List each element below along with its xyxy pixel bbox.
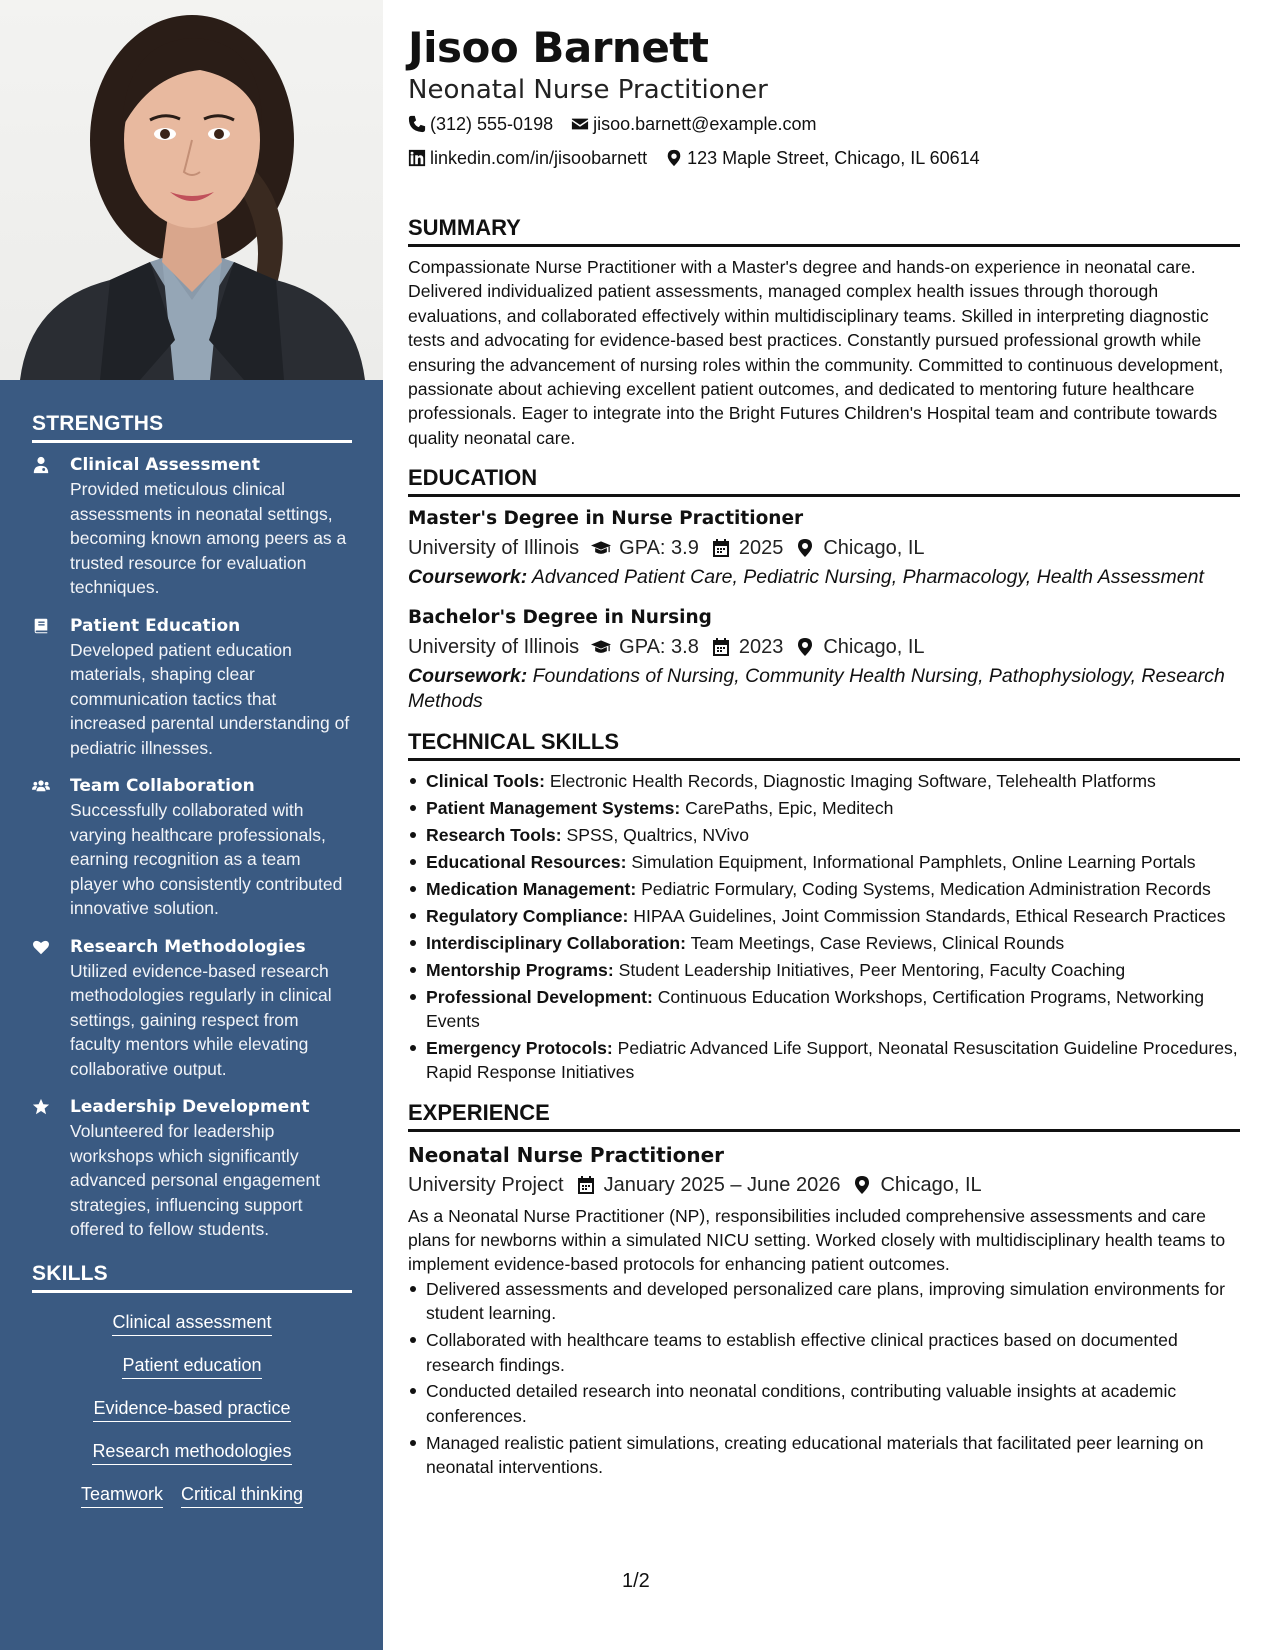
strength-title: Research Methodologies: [70, 936, 306, 957]
list-item: [408, 796, 1240, 820]
organization-name: University Project: [408, 1173, 564, 1196]
linkedin-contact[interactable]: [408, 142, 647, 174]
phone-text: (312) 555-0198: [430, 114, 554, 134]
skill-value: Pediatric Formulary, Coding Systems, Medication Administration Records: [641, 878, 1211, 899]
skill-tag: Critical thinking: [181, 1483, 303, 1508]
coursework-label: Coursework:: [408, 665, 528, 688]
coursework-label: Coursework:: [408, 566, 528, 589]
sidebar-content: [32, 412, 352, 1508]
list-item: [408, 904, 1240, 928]
degree-title: Bachelor's Degree in Nursing: [408, 607, 712, 629]
coursework: [408, 664, 1240, 714]
skills-heading: SKILLS: [32, 1262, 352, 1293]
coursework: [408, 565, 1240, 590]
dates-text: January 2025 – June 2026: [603, 1173, 841, 1196]
skill-tag: Research methodologies: [92, 1440, 291, 1465]
location-item: [795, 533, 924, 563]
contact-row: [408, 142, 1240, 174]
skill-tag: Patient education: [122, 1354, 261, 1379]
phone-icon: [408, 115, 426, 133]
heart-icon: [32, 935, 70, 1082]
contact-row: [408, 108, 1240, 140]
skill-tag: Evidence-based practice: [93, 1397, 290, 1422]
users-icon: [32, 774, 70, 921]
sidebar: [0, 0, 383, 1650]
job-headline: Neonatal Nurse Practitioner: [408, 75, 768, 105]
skill-value: Continuous Education Workshops, Certification Programs, Networking Events: [426, 986, 1205, 1031]
user-doctor-icon: [32, 453, 70, 600]
profile-photo: [0, 0, 383, 380]
skill-value: Simulation Equipment, Informational Pamphlets, Online Learning Portals: [631, 851, 1196, 872]
list-item: Conducted detailed research into neonatal conditions, contributing valuable insights at academic conferences.: [408, 1379, 1240, 1428]
skill-tag: Clinical assessment: [112, 1311, 271, 1336]
skill-tag: Teamwork: [81, 1483, 163, 1508]
strength-description: Volunteered for leadership workshops which significantly advanced personal engagement strategies, influencing support offered to fellow students.: [70, 1121, 321, 1239]
education-entry: [408, 604, 1240, 714]
summary-text: Compassionate Nurse Practitioner with a Master's degree and hands-on experience in neonatal care. Delivered individualized patient assessments, managed complex health issues through thorough evaluations, and collaborated effectively within multidisciplinary teams. Skilled in interpreting diagnostic tests and advocating for evidence-based best practices. Constantly pursued professional growth while ensuring the advancement of nursing roles within the community. Committed to continuous development, passionate about achieving excellent patient outcomes, and dedicated to mentoring future healthcare professionals. Eager to integrate into the Bright Futures Children's Hospital team and contribute towards quality neonatal care.: [408, 257, 1224, 448]
map-pin-icon: [795, 538, 815, 558]
skill-label: Patient Management Systems:: [426, 798, 681, 819]
skill-list: [32, 1303, 352, 1508]
location-item: [852, 1170, 981, 1200]
gpa-item: [591, 533, 699, 563]
strength-title: Clinical Assessment: [70, 455, 260, 475]
linkedin-icon: [408, 149, 426, 167]
year-item: [711, 533, 784, 563]
list-item: [408, 823, 1240, 847]
graduation-cap-icon: [591, 637, 611, 657]
list-item: [408, 769, 1240, 793]
address-text: 123 Maple Street, Chicago, IL 60614: [687, 148, 980, 168]
education-heading: EDUCATION: [408, 464, 1240, 497]
skill-label: Medication Management:: [426, 878, 637, 899]
strength-description: Developed patient education materials, shaping clear communication tactics that increased parental understanding of pediatric illnesses.: [70, 639, 350, 758]
skill-label: Professional Development:: [426, 986, 653, 1007]
year-item: [711, 632, 784, 662]
location-item: [795, 632, 924, 662]
experience-bullets: [408, 1277, 1240, 1480]
gpa-text: GPA: 3.9: [619, 537, 699, 560]
strength-item: [32, 1095, 352, 1242]
address-contact: [665, 142, 980, 174]
skill-value: Team Meetings, Case Reviews, Clinical Rounds: [690, 932, 1065, 953]
list-item: [408, 931, 1240, 955]
envelope-icon: [571, 115, 589, 133]
skill-label: Interdisciplinary Collaboration:: [426, 932, 687, 953]
experience-meta: [408, 1170, 1240, 1200]
skill-label: Clinical Tools:: [426, 771, 545, 792]
school-name: University of Illinois: [408, 636, 580, 659]
education-meta: [408, 533, 1240, 563]
strength-description: Provided meticulous clinical assessments in neonatal settings, becoming known among peers as a trusted resource for evaluation techniques.: [70, 479, 347, 597]
skill-value: Student Leadership Initiatives, Peer Mentoring, Faculty Coaching: [618, 959, 1126, 980]
page-number: 1/2: [622, 1570, 650, 1592]
gpa-item: [591, 632, 699, 662]
location-text: Chicago, IL: [880, 1173, 982, 1196]
list-item: [408, 850, 1240, 874]
strength-item: [32, 774, 352, 921]
coursework-text: Advanced Patient Care, Pediatric Nursing, Pharmacology, Health Assessment: [531, 566, 1204, 589]
list-item: [408, 877, 1240, 901]
strength-description: Utilized evidence-based research methodologies regularly in clinical settings, gaining respect from faculty mentors while elevating collaborative output.: [70, 960, 332, 1079]
map-pin-icon: [795, 637, 815, 657]
map-pin-icon: [852, 1175, 872, 1195]
school-name: University of Illinois: [408, 537, 580, 560]
skill-value: SPSS, Qualtrics, NVivo: [566, 825, 749, 846]
experience-description: As a Neonatal Nurse Practitioner (NP), responsibilities included comprehensive assessments and care plans for newborns within a simulated NICU setting. Worked closely with multidisciplinary health teams to implement evidence-based protocols for enhancing patient outcomes.: [408, 1205, 1226, 1275]
education-meta: [408, 632, 1240, 662]
strength-title: Patient Education: [70, 615, 241, 636]
list-item: Delivered assessments and developed personalized care plans, improving simulation environments for student learning.: [408, 1277, 1240, 1326]
technical-skills-list: [408, 769, 1240, 1084]
list-item: Managed realistic patient simulations, creating educational materials that facilitated peer learning on neonatal interventions.: [408, 1431, 1240, 1480]
list-item: [408, 985, 1240, 1034]
strength-description: Successfully collaborated with varying healthcare professionals, earning recognition as a team player who consistently contributed innovative solution.: [70, 800, 343, 918]
skill-label: Research Tools:: [426, 825, 562, 846]
map-pin-icon: [665, 149, 683, 167]
location-text: Chicago, IL: [823, 537, 925, 560]
strength-item: [32, 453, 352, 600]
experience-heading: EXPERIENCE: [408, 1099, 1240, 1132]
phone-contact[interactable]: [408, 108, 553, 140]
year-text: 2025: [738, 537, 784, 560]
location-text: Chicago, IL: [823, 636, 925, 659]
skill-label: Regulatory Compliance:: [426, 905, 629, 926]
main-content: [408, 22, 1240, 1482]
education-entry: [408, 505, 1240, 590]
email-text: jisoo.barnett@example.com: [593, 114, 817, 134]
strength-title: Leadership Development: [70, 1097, 310, 1117]
list-item: [408, 958, 1240, 982]
strength-title: Team Collaboration: [70, 776, 255, 796]
skill-label: Emergency Protocols:: [426, 1037, 613, 1058]
skill-value: CarePaths, Epic, Meditech: [685, 798, 894, 819]
list-item: Collaborated with healthcare teams to establish effective clinical practices based on documented research findings.: [408, 1328, 1240, 1377]
linkedin-text: linkedin.com/in/jisoobarnett: [430, 148, 648, 168]
summary-heading: SUMMARY: [408, 214, 1240, 247]
gpa-text: GPA: 3.8: [619, 636, 699, 659]
coursework-text: Foundations of Nursing, Community Health Nursing, Pathophysiology, Research Methods: [408, 665, 1225, 713]
strength-item: [32, 935, 352, 1082]
email-contact[interactable]: [571, 108, 816, 140]
skill-value: Pediatric Advanced Life Support, Neonatal Resuscitation Guideline Procedures, Rapid Response Initiatives: [426, 1037, 1238, 1083]
skill-label: Educational Resources:: [426, 851, 627, 872]
strength-item: [32, 614, 352, 761]
year-text: 2023: [738, 636, 784, 659]
strengths-heading: STRENGTHS: [32, 412, 352, 443]
job-title: Neonatal Nurse Practitioner: [408, 1142, 725, 1167]
skill-value: Electronic Health Records, Diagnostic Imaging Software, Telehealth Platforms: [549, 771, 1156, 792]
list-item: [408, 1036, 1240, 1085]
calendar-icon: [711, 637, 731, 657]
candidate-name: Jisoo Barnett: [408, 23, 709, 72]
book-icon: [32, 614, 70, 761]
star-icon: [32, 1095, 70, 1242]
degree-title: Master's Degree in Nurse Practitioner: [408, 508, 804, 530]
calendar-icon: [576, 1175, 596, 1195]
calendar-icon: [711, 538, 731, 558]
technical-skills-heading: TECHNICAL SKILLS: [408, 728, 1240, 761]
dates-item: [576, 1170, 841, 1200]
graduation-cap-icon: [591, 538, 611, 558]
skill-label: Mentorship Programs:: [426, 959, 614, 980]
skill-value: HIPAA Guidelines, Joint Commission Standards, Ethical Research Practices: [633, 905, 1226, 926]
